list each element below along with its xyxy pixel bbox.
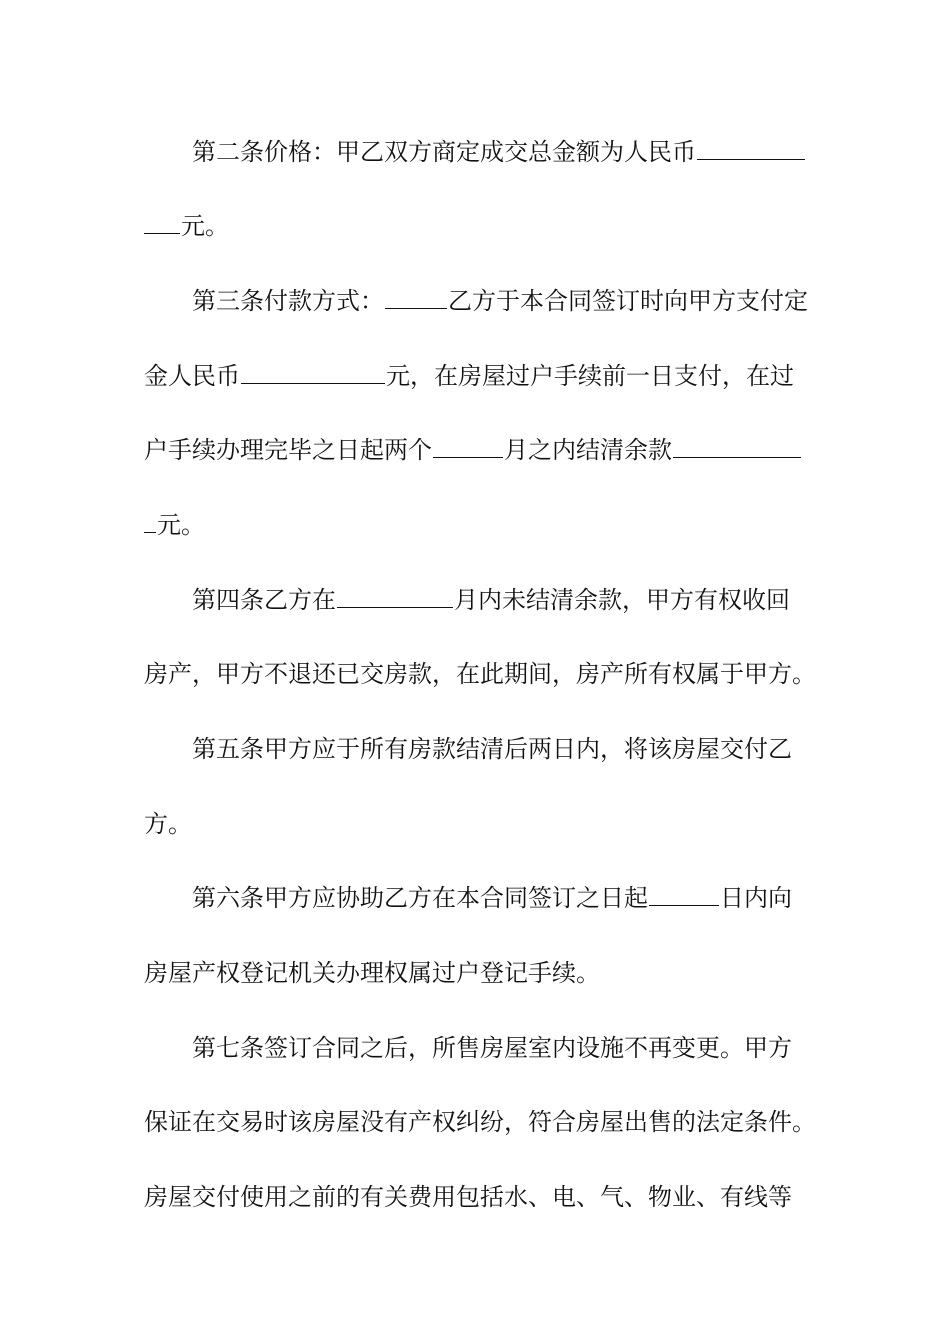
article-7-line-1 <box>0 1032 950 1064</box>
article-6-line-2 <box>0 957 950 989</box>
article-3-text-f: 月之内结清余款 <box>504 436 672 464</box>
article-7-text-a: 第七条签订合同之后，所售房屋室内设施不再变更。甲方 <box>192 1034 792 1062</box>
article-5-text-a: 第五条甲方应于所有房款结清后两日内，将该房屋交付乙 <box>192 735 792 763</box>
article-3-line-3 <box>0 434 950 466</box>
article-2-line-2 <box>0 210 950 242</box>
article-4-line-2 <box>0 658 950 690</box>
article-5-text-b: 方。 <box>144 810 192 838</box>
balance-blank-cont[interactable] <box>144 510 156 533</box>
article-2-text: 第二条价格：甲乙双方商定成交总金额为人民币 <box>192 138 696 166</box>
article-3-text-d: 元，在房屋过户手续前一日支付，在过 <box>386 362 794 390</box>
article-3-text-a: 第三条付款方式： <box>192 287 384 315</box>
article-6-text-a: 第六条甲方应协助乙方在本合同签订之日起 <box>192 884 648 912</box>
article-6-text-c: 房屋产权登记机关办理权属过户登记手续。 <box>144 959 600 987</box>
article-3-text-e: 户手续办理完毕之日起两个 <box>144 436 432 464</box>
article-7-text-b: 保证在交易时该房屋没有产权纠纷，符合房屋出售的法定条件。 <box>144 1108 816 1136</box>
article-4-line-1 <box>0 584 950 616</box>
article-4-text-c: 房产，甲方不退还已交房款，在此期间，房产所有权属于甲方。 <box>144 660 816 688</box>
payment-method-blank[interactable] <box>385 286 447 309</box>
article-7-line-3 <box>0 1181 950 1213</box>
article-3-line-2 <box>0 360 950 392</box>
days-blank[interactable] <box>649 883 719 906</box>
balance-blank[interactable] <box>673 435 801 458</box>
article-3-text-b: 乙方于本合同签订时向甲方支付定 <box>448 287 808 315</box>
months-blank[interactable] <box>433 435 503 458</box>
article-4-text-a: 第四条乙方在 <box>192 586 336 614</box>
article-2-tail: 元。 <box>181 212 229 240</box>
amount-blank[interactable] <box>697 137 805 160</box>
article-7-text-c: 房屋交付使用之前的有关费用包括水、电、气、物业、有线等 <box>144 1183 792 1211</box>
article-4-text-b: 月内未结清余款，甲方有权收回 <box>454 586 790 614</box>
article-5-line-1 <box>0 733 950 765</box>
article-3-tail: 元。 <box>157 511 205 539</box>
article-3-text-c: 金人民币 <box>144 362 240 390</box>
deposit-blank[interactable] <box>241 361 385 384</box>
article-5-line-2 <box>0 808 950 840</box>
deadline-months-blank[interactable] <box>337 585 453 608</box>
article-6-text-b: 日内向 <box>720 884 792 912</box>
article-2-line-1 <box>0 136 950 168</box>
article-6-line-1 <box>0 882 950 914</box>
amount-blank-cont[interactable] <box>144 211 180 234</box>
article-3-line-4 <box>0 509 950 541</box>
article-3-line-1 <box>0 285 950 317</box>
article-7-line-2 <box>0 1106 950 1138</box>
